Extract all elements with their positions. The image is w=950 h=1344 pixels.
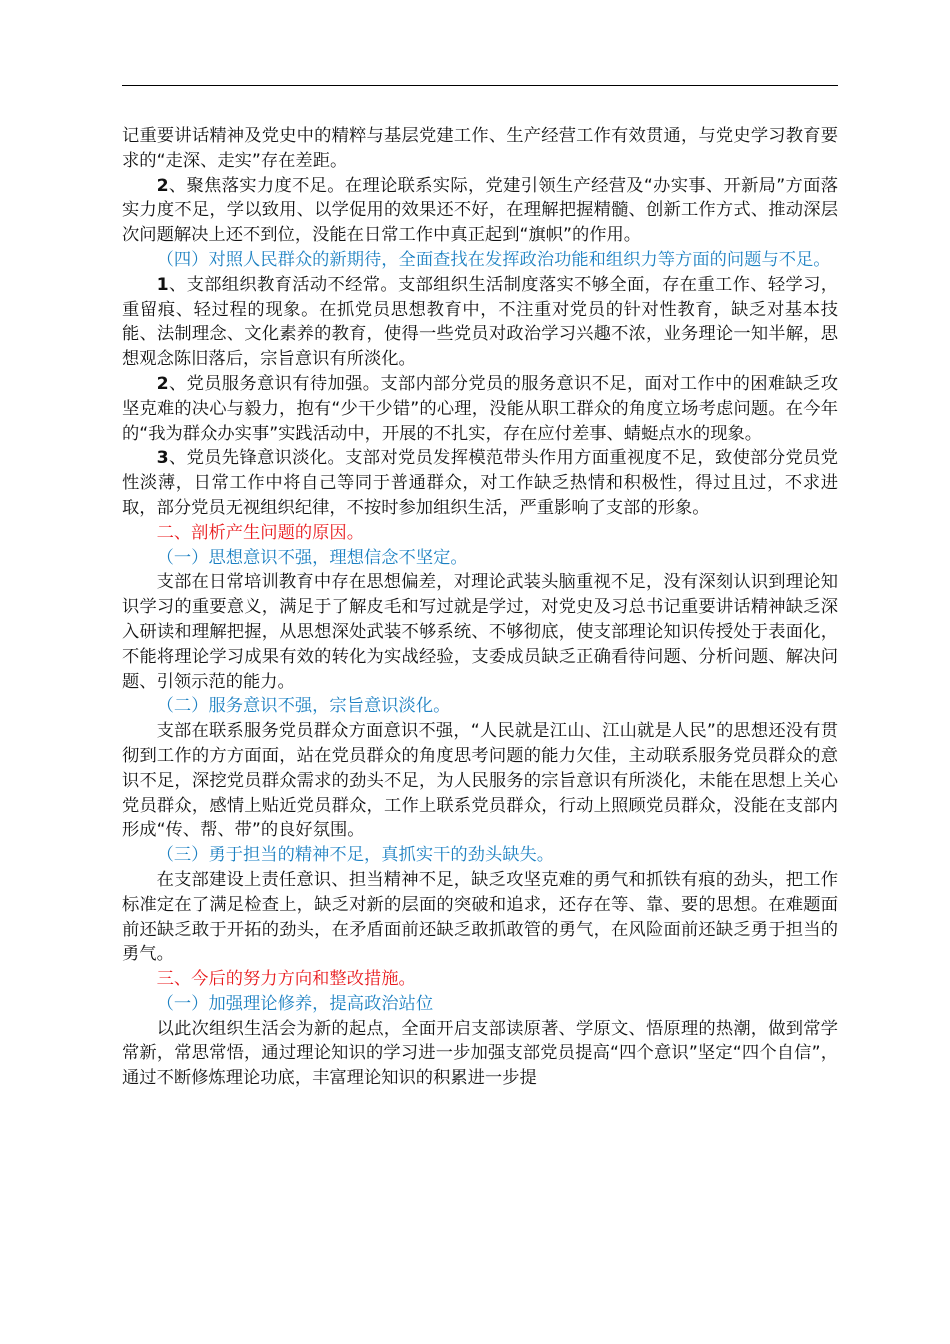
paragraph-service: 支部在联系服务党员群众方面意识不强，“人民就是江山、江山就是人民”的思想还没有贯彻到工作的方方面面，站在党员群众的角度思考问题的能力欠佳，主动联系服务党员群众的意识不足，深挖党员群众需求的劲头不足，为人民服务的宗旨意识有所淡化，未能在思想上关心党员群众，感情上贴近党员群众，工作上联系党员群众，行动上照顾党员群众，没能在支部内形成“传、帮、带”的良好氛围。: [122, 721, 838, 841]
subheading-2-1: （一）思想意识不强，理想信念不坚定。: [156, 547, 468, 568]
point-number: 3: [156, 448, 169, 469]
section-heading-2: 二、剖析产生问题的原因。: [156, 522, 364, 543]
subheading-3-1: （一）加强理论修养，提高政治站位: [156, 993, 434, 1014]
paragraph-point-2-implementation: 2、聚焦落实力度不足。在理论联系实际，党建引领生产经营及“办实事、开新局”方面落实力度不足，学以致用、以学促用的效果还不好，在理解把握精髓、创新工作方式、推动深层次问题解决上还不到位，没能在日常工作中真正起到“旗帜”的作用。: [122, 175, 838, 246]
subheading-2-2: （二）服务意识不强，宗旨意识淡化。: [156, 696, 451, 717]
point-number: 2: [156, 175, 169, 196]
paragraph-point-1-education: 1、支部组织教育活动不经常。支部组织生活制度落实不够全面，存在重工作、轻学习，重留痕、轻过程的现象。在抓党员思想教育中，不注重对党员的针对性教育，缺乏对基本技能、法制理念、文化素养的教育，使得一些党员对政治学习兴趣不浓，业务理论一知半解，思想观念陈旧落后，宗旨意识有所淡化。: [122, 274, 838, 370]
paragraph-theory: 以此次组织生活会为新的起点，全面开启支部读原著、学原文、悟原理的热潮，做到常学常新，常思常悟，通过理论知识的学习进一步加强支部党员提高“四个意识”坚定“四个自信”，通过不断修炼理论功底，丰富理论知识的积累进一步提: [122, 1018, 838, 1089]
subheading-2-3: （三）勇于担当的精神不足，真抓实干的劲头缺失。: [156, 845, 555, 866]
header-rule: [122, 85, 838, 86]
paragraph-responsibility: 在支部建设上责任意识、担当精神不足，缺乏攻坚克难的勇气和抓铁有痕的劲头，把工作标准定在了满足检查上，缺乏对新的层面的突破和追求，还存在等、靠、要的思想。在难题面前还缺乏敢于开拓的劲头，在矛盾面前还缺乏敢抓敢管的勇气，在风险面前还缺乏勇于担当的勇气。: [122, 869, 838, 965]
subheading-4: （四）对照人民群众的新期待，全面查找在发挥政治功能和组织力等方面的问题与不足。: [156, 249, 831, 270]
paragraph-point-3-vanguard: 3、党员先锋意识淡化。支部对党员发挥模范带头作用方面重视度不足，致使部分党员党性淡薄，日常工作中将自己等同于普通群众，对工作缺乏热情和积极性，得过且过，不求进取，部分党员无视组织纪律，不按时参加组织生活，严重影响了支部的形象。: [122, 448, 838, 518]
paragraph-thought: 支部在日常培训教育中存在思想偏差，对理论武装头脑重视不足，没有深刻认识到理论知识学习的重要意义，满足于了解皮毛和写过就是学过，对党史及习总书记重要讲话精神缺乏深入研读和理解把握，从思想深处武装不够系统、不够彻底，使支部理论知识传授处于表面化，不能将理论学习成果有效的转化为实战经验，支委成员缺乏正确看待问题、分析问题、解决问题、引领示范的能力。: [122, 572, 838, 692]
paragraph-point-2-service: 2、党员服务意识有待加强。支部内部分党员的服务意识不足，面对工作中的困难缺乏攻坚克难的决心与毅力，抱有“少干少错”的心理，没能从职工群众的角度立场考虑问题。在今年的“我为群众办实事”实践活动中，开展的不扎实，存在应付差事、蜻蜓点水的现象。: [122, 373, 838, 444]
section-heading-3: 三、今后的努力方向和整改措施。: [156, 969, 416, 990]
paragraph-continuation: 记重要讲话精神及党史中的精粹与基层党建工作、生产经营工作有效贯通，与党史学习教育要求的“走深、走实”存在差距。: [122, 126, 838, 171]
point-number: 2: [156, 373, 169, 394]
document-body: [122, 124, 838, 1091]
point-number: 1: [156, 274, 169, 295]
